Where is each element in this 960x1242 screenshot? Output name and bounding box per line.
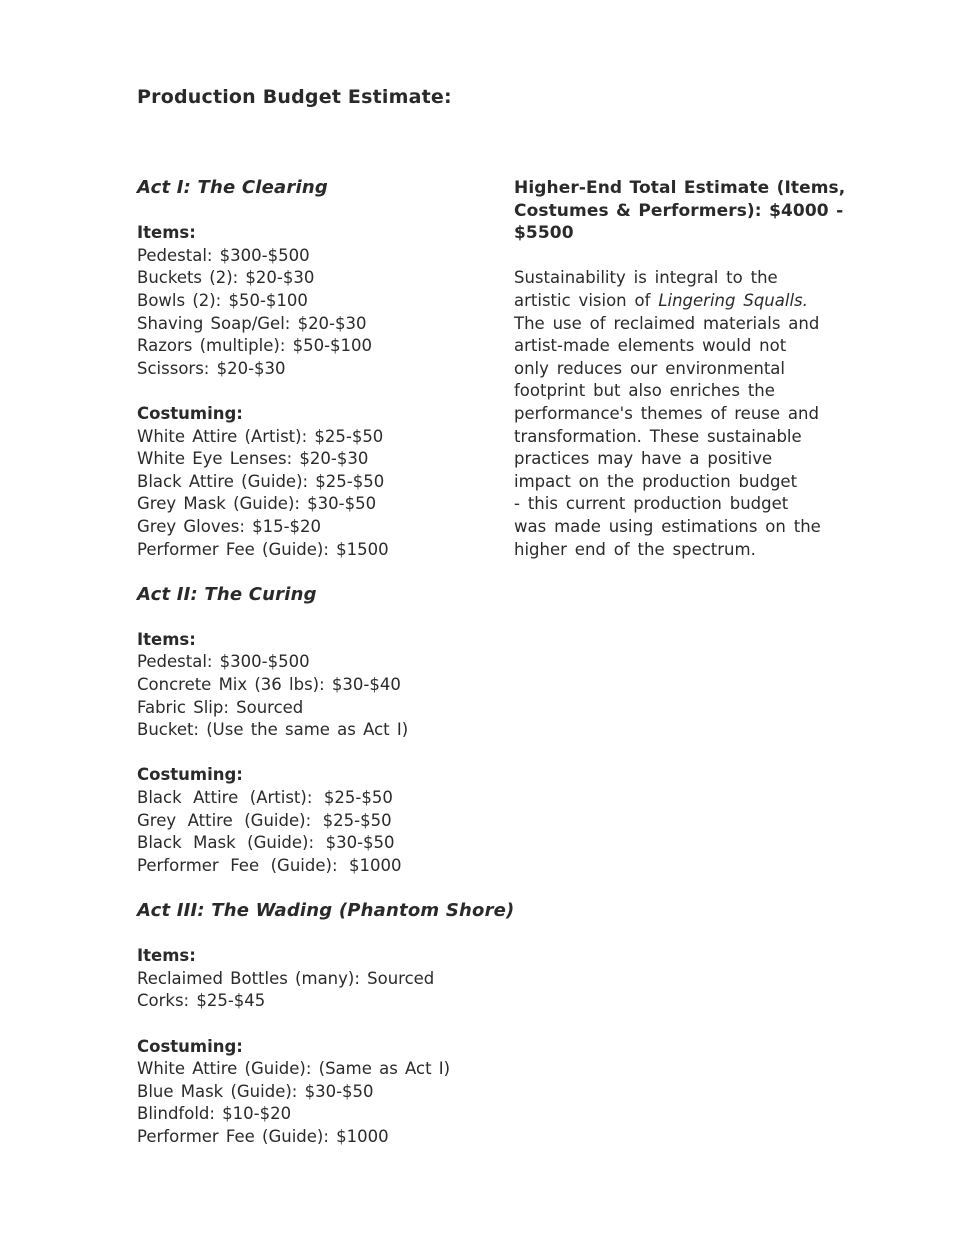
list-item: White Attire (Guide): (Same as Act I) xyxy=(137,1059,451,1079)
total-estimate-heading-line: Higher-End Total Estimate (Items, xyxy=(514,178,846,198)
list-item: Pedestal: $300-$500 xyxy=(137,652,310,672)
list-item: Grey Gloves: $15-$20 xyxy=(137,516,322,536)
act-title: Act III: The Wading (Phantom Shore) xyxy=(137,900,515,921)
paragraph-text: footprint but also enriches the xyxy=(514,381,775,401)
list-item: Performer Fee (Guide): $1000 xyxy=(137,1126,389,1146)
work-title-italic: Lingering Squalls. xyxy=(658,290,808,310)
list-item: Grey Mask (Guide): $30-$50 xyxy=(137,494,377,514)
paragraph-text: artist-made elements would not xyxy=(514,336,787,356)
paragraph-line xyxy=(514,539,844,562)
paragraph-text: was made using estimations on the xyxy=(514,516,821,536)
list-section xyxy=(137,764,529,877)
list-section xyxy=(137,945,529,1013)
list-section xyxy=(137,629,529,742)
summary-right-column xyxy=(514,177,844,561)
paragraph-text: transformation. These sustainable xyxy=(514,426,802,446)
list-item: Concrete Mix (36 lbs): $30-$40 xyxy=(137,675,401,695)
list-item: Reclaimed Bottles (many): Sourced xyxy=(137,968,435,988)
sustainability-paragraph xyxy=(514,267,844,561)
act-title: Act I: The Clearing xyxy=(137,177,328,198)
budget-left-column xyxy=(137,177,529,1149)
list-section xyxy=(137,1036,529,1149)
paragraph-text: performance's themes of reuse and xyxy=(514,403,819,423)
document-title: Production Budget Estimate: xyxy=(137,86,452,108)
list-item: Scissors: $20-$30 xyxy=(137,358,286,378)
list-item: Blue Mask (Guide): $30-$50 xyxy=(137,1081,374,1101)
list-section-header: Items: xyxy=(137,946,196,966)
paragraph-text: Sustainability is integral to the xyxy=(514,268,778,288)
list-item: Black Attire (Artist): $25-$50 xyxy=(137,788,393,808)
list-item: Corks: $25-$45 xyxy=(137,991,266,1011)
paragraph-line xyxy=(514,358,844,381)
paragraph-line xyxy=(514,448,844,471)
paragraph-line xyxy=(514,380,844,403)
list-item: White Eye Lenses: $20-$30 xyxy=(137,449,369,469)
list-item: Shaving Soap/Gel: $20-$30 xyxy=(137,313,367,333)
paragraph-text: The use of reclaimed materials and xyxy=(514,313,820,333)
paragraph-text: artistic vision of xyxy=(514,290,659,310)
list-item: Buckets (2): $20-$30 xyxy=(137,268,315,288)
total-estimate-heading-line: Costumes & Performers): $4000 - xyxy=(514,200,844,221)
paragraph-line xyxy=(514,493,844,516)
paragraph-line xyxy=(514,403,844,426)
list-section-header: Costuming: xyxy=(137,403,243,423)
list-section-header: Costuming: xyxy=(137,1036,243,1056)
paragraph-text: - this current production budget xyxy=(514,494,789,514)
paragraph-text: higher end of the spectrum. xyxy=(514,539,756,559)
total-estimate-heading xyxy=(514,177,844,245)
paragraph-line xyxy=(514,335,844,358)
list-section xyxy=(137,222,529,380)
paragraph-text: practices may have a positive xyxy=(514,449,773,469)
list-item: Fabric Slip: Sourced xyxy=(137,697,304,717)
paragraph-line xyxy=(514,471,844,494)
paragraph-line xyxy=(514,426,844,449)
list-item: Performer Fee (Guide): $1000 xyxy=(137,855,402,875)
paragraph-line xyxy=(514,267,844,290)
paragraph-text: impact on the production budget xyxy=(514,471,798,491)
act-title: Act II: The Curing xyxy=(137,583,317,605)
list-item: Grey Attire (Guide): $25-$50 xyxy=(137,810,392,830)
list-item: Pedestal: $300-$500 xyxy=(137,245,310,265)
total-estimate-heading-line: $5500 xyxy=(514,223,574,244)
list-section-header: Items: xyxy=(137,223,196,243)
list-section-header: Items: xyxy=(137,629,196,649)
paragraph-line xyxy=(514,516,844,539)
paragraph-text: only reduces our environmental xyxy=(514,358,785,378)
paragraph-line xyxy=(514,313,844,336)
list-item: Black Mask (Guide): $30-$50 xyxy=(137,833,395,853)
list-item: Performer Fee (Guide): $1500 xyxy=(137,539,389,559)
list-item: Bowls (2): $50-$100 xyxy=(137,290,308,310)
list-item: Blindfold: $10-$20 xyxy=(137,1104,292,1124)
list-item: Bucket: (Use the same as Act I) xyxy=(137,720,409,740)
list-item: Razors (multiple): $50-$100 xyxy=(137,336,373,356)
list-item: Black Attire (Guide): $25-$50 xyxy=(137,471,385,491)
paragraph-line xyxy=(514,290,844,313)
list-item: White Attire (Artist): $25-$50 xyxy=(137,426,384,446)
list-section-header: Costuming: xyxy=(137,765,243,785)
list-section xyxy=(137,403,529,561)
